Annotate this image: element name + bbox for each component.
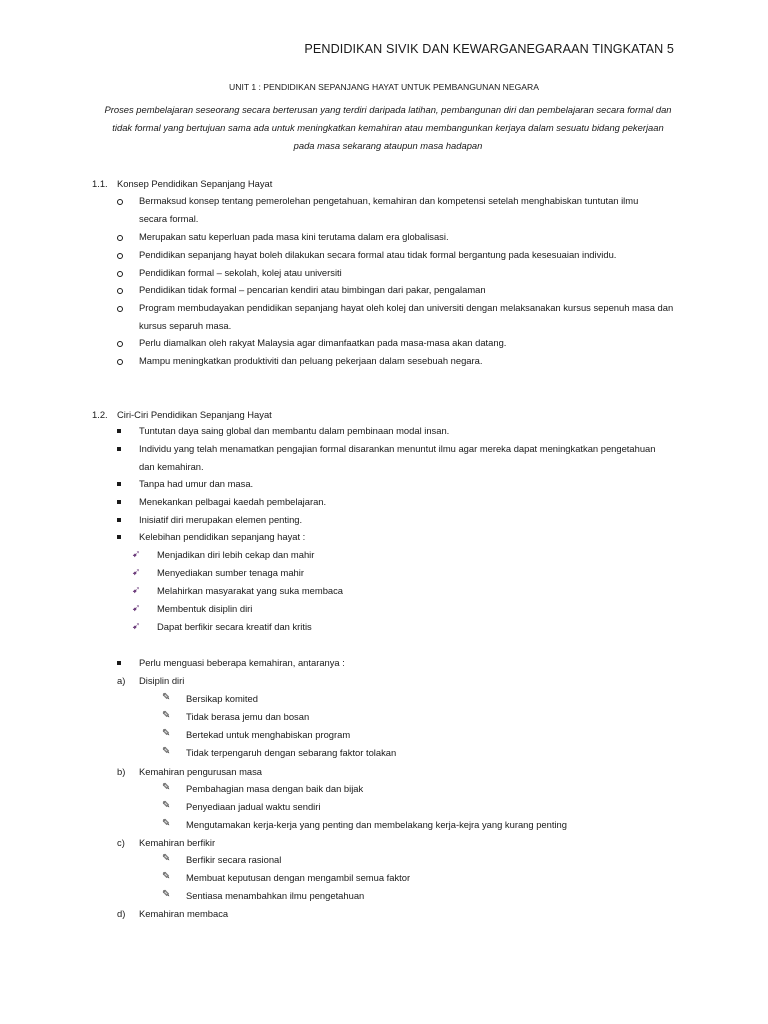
- circle-bullet-icon: [117, 288, 123, 294]
- pen-bullet-icon: ✎: [162, 746, 171, 757]
- skill-point: Mengutamakan kerja-kerja yang penting dan membelakang kerja-kejra yang kurang penting: [186, 819, 567, 830]
- unit-intro: [90, 101, 686, 156]
- skill-name: Kemahiran pengurusan masa: [139, 766, 262, 777]
- list-item-text: Inisiatif diri merupakan elemen penting.: [139, 514, 303, 525]
- pen-bullet-icon: ✎: [162, 818, 171, 829]
- skill-point: Berfikir secara rasional: [186, 854, 282, 865]
- arrow-bullet-icon: ➹: [132, 567, 141, 578]
- square-bullet-icon: [117, 429, 121, 433]
- circle-bullet-icon: [117, 271, 123, 277]
- list-item-text: Menjadikan diri lebih cekap dan mahir: [157, 549, 315, 560]
- list-item-text: Tanpa had umur dan masa.: [139, 478, 254, 489]
- unit-title: UNIT 1 : PENDIDIKAN SEPANJANG HAYAT UNTUK PEMBANGUNAN NEGARA: [229, 82, 539, 92]
- intro-line: Proses pembelajaran seseorang secara berterusan yang terdiri daripada latihan, pembangunan diri dan pembelajaran secara formal dan: [104, 104, 672, 115]
- skill-point: Membuat keputusan dengan mengambil semua faktor: [186, 872, 411, 883]
- circle-bullet-icon: [117, 359, 123, 365]
- arrow-bullet-icon: ➹: [132, 585, 141, 596]
- list-item-text: kursus separuh masa.: [139, 320, 232, 331]
- pen-bullet-icon: ✎: [162, 692, 171, 703]
- arrow-bullet-icon: ➹: [132, 549, 141, 560]
- section-number: 1.1.: [92, 178, 108, 189]
- skill-point: Tidak berasa jemu dan bosan: [186, 711, 310, 722]
- pen-bullet-icon: ✎: [162, 782, 171, 793]
- list-item-text: Perlu diamalkan oleh rakyat Malaysia agar dimanfaatkan pada masa-masa akan datang.: [139, 337, 507, 348]
- list-item-text: Menekankan pelbagai kaedah pembelajaran.: [139, 496, 327, 507]
- list-item-text: secara formal.: [139, 213, 199, 224]
- list-item-text: Dapat berfikir secara kreatif dan kritis: [157, 621, 312, 632]
- skill-name: Disiplin diri: [139, 675, 185, 686]
- skill-name: Kemahiran membaca: [139, 908, 229, 919]
- section-title: Ciri-Ciri Pendidikan Sepanjang Hayat: [117, 409, 272, 420]
- list-item-text: Membentuk disiplin diri: [157, 603, 253, 614]
- pen-bullet-icon: ✎: [162, 728, 171, 739]
- intro-line: tidak formal yang bertujuan sama ada untuk meningkatkan kemahiran atau membangunkan kerjaya dalam sesuatu bidang pekerjaan: [112, 122, 664, 134]
- skill-point: Bersikap komited: [186, 693, 258, 704]
- pen-bullet-icon: ✎: [162, 710, 171, 721]
- circle-bullet-icon: [117, 306, 123, 312]
- arrow-bullet-icon: ➹: [132, 621, 141, 632]
- list-item-text: Program membudayakan pendidikan sepanjang hayat oleh kolej dan universiti dengan melaksanakan kursus sepenuh masa dan: [139, 302, 674, 313]
- pen-bullet-icon: ✎: [162, 871, 171, 882]
- square-bullet-icon: [117, 500, 121, 504]
- skill-point: Tidak terpengaruh dengan sebarang faktor tolakan: [186, 747, 397, 758]
- skill-name: Kemahiran berfikir: [139, 837, 216, 848]
- list-item-text: Bermaksud konsep tentang pemerolehan pengetahuan, kemahiran dan kompetensi setelah menghabiskan tuntutan ilmu: [139, 195, 639, 206]
- list-item-text: Pendidikan formal – sekolah, kolej atau universiti: [139, 267, 342, 278]
- list-item-text: Menyediakan sumber tenaga mahir: [157, 567, 304, 578]
- list-item-text: Melahirkan masyarakat yang suka membaca: [157, 585, 344, 596]
- list-item-text: Individu yang telah menamatkan pengajian formal disarankan menuntut ilmu agar mereka dapat meningkatkan pengetahuan: [139, 443, 656, 454]
- skill-letter: d): [117, 908, 126, 919]
- section-title: Konsep Pendidikan Sepanjang Hayat: [117, 178, 273, 189]
- square-bullet-icon: [117, 535, 121, 539]
- circle-bullet-icon: [117, 253, 123, 259]
- list-item-text: Mampu meningkatkan produktiviti dan peluang pekerjaan dalam sesebuah negara.: [139, 355, 483, 366]
- skills-intro: Perlu menguasi beberapa kemahiran, antaranya :: [139, 657, 345, 668]
- circle-bullet-icon: [117, 235, 123, 241]
- circle-bullet-icon: [117, 341, 123, 347]
- list-item-text: Tuntutan daya saing global dan membantu dalam pembinaan modal insan.: [139, 425, 450, 436]
- pen-bullet-icon: ✎: [162, 853, 171, 864]
- square-bullet-icon: [117, 661, 121, 665]
- page-header: PENDIDIKAN SIVIK DAN KEWARGANEGARAAN TINGKATAN 5: [304, 42, 674, 56]
- circle-bullet-icon: [117, 199, 123, 205]
- skill-point: Penyediaan jadual waktu sendiri: [186, 801, 321, 812]
- list-item-text: dan kemahiran.: [139, 461, 204, 472]
- square-bullet-icon: [117, 482, 121, 486]
- list-item-text: Pendidikan tidak formal – pencarian kendiri atau bimbingan dari pakar, pengalaman: [139, 284, 486, 295]
- square-bullet-icon: [117, 518, 121, 522]
- skill-point: Bertekad untuk menghabiskan program: [186, 729, 351, 740]
- square-bullet-icon: [117, 447, 121, 451]
- arrow-bullet-icon: ➹: [132, 603, 141, 614]
- skill-point: Sentiasa menambahkan ilmu pengetahuan: [186, 890, 365, 901]
- skill-letter: c): [117, 837, 125, 848]
- intro-line: pada masa sekarang ataupun masa hadapan: [293, 140, 483, 152]
- section-number: 1.2.: [92, 409, 108, 420]
- skill-point: Pembahagian masa dengan baik dan bijak: [186, 783, 364, 794]
- list-item-text: Kelebihan pendidikan sepanjang hayat :: [139, 531, 306, 542]
- list-item-text: Merupakan satu keperluan pada masa kini terutama dalam era globalisasi.: [139, 231, 449, 242]
- list-item-text: Pendidikan sepanjang hayat boleh dilakukan secara formal atau tidak formal bergantung pada kesesuaian individu.: [139, 249, 617, 260]
- skill-letter: a): [117, 675, 126, 686]
- pen-bullet-icon: ✎: [162, 800, 171, 811]
- skill-letter: b): [117, 766, 126, 777]
- pen-bullet-icon: ✎: [162, 889, 171, 900]
